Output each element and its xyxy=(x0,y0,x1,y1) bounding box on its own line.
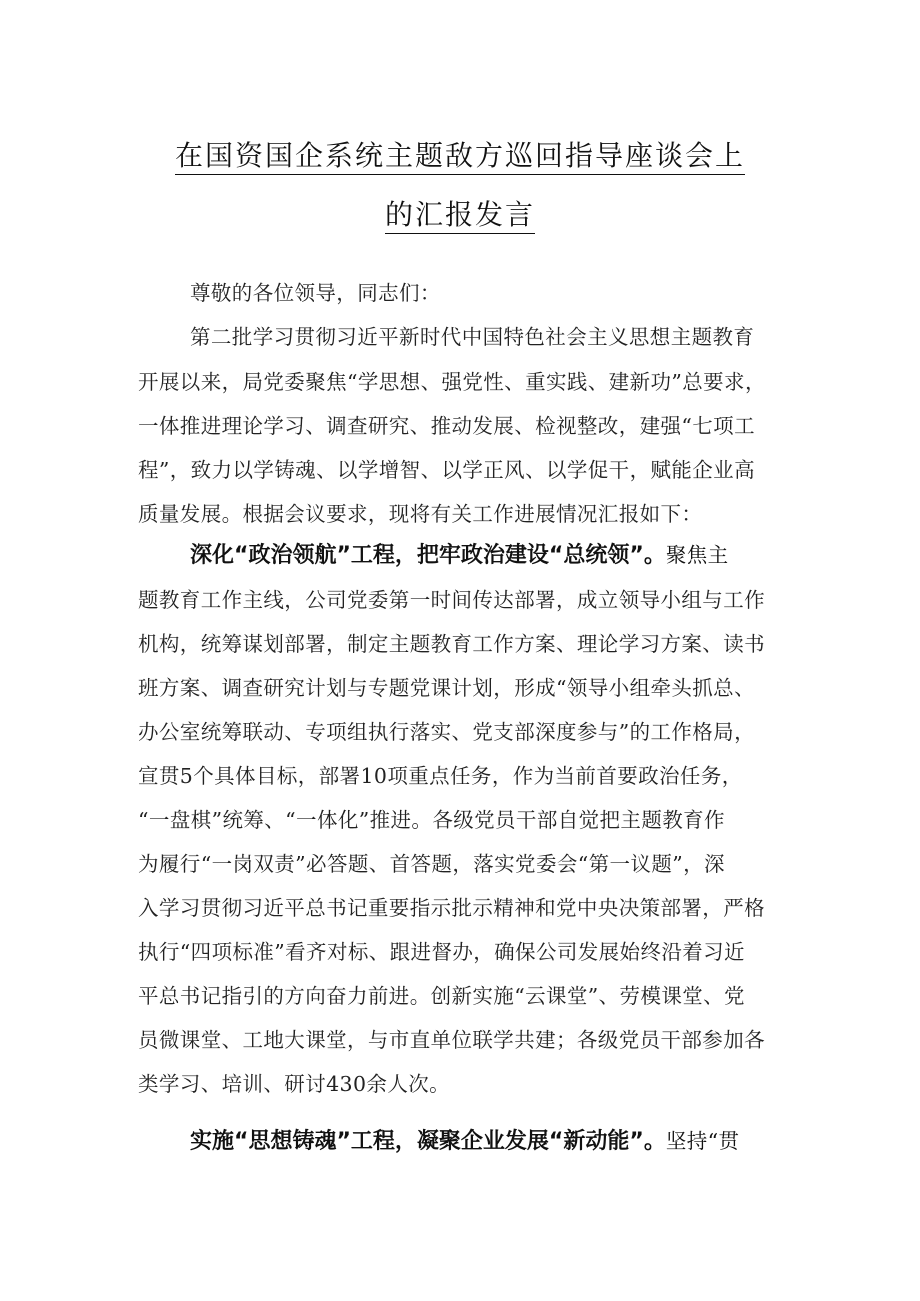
intro-line: 质量发展。根据会议要求，现将有关工作进展情况汇报如下： xyxy=(138,502,703,526)
section-1-heading-rest: 聚焦主 xyxy=(665,543,729,567)
section-1-line: 机构，统筹谋划部署，制定主题教育工作方案、理论学习方案、读书 xyxy=(138,632,765,656)
section-1-line: 为履行“一岗双责”必答题、首答题，落实党委会“第一议题”，深 xyxy=(138,852,725,876)
intro-line: 程”，致力以学铸魂、以学增智、以学正风、以学促干，赋能企业高 xyxy=(138,458,755,482)
section-1-line: 员微课堂、工地大课堂，与市直单位联学共建；各级党员干部参加各 xyxy=(138,1028,765,1052)
section-1-line: 入学习贯彻习近平总书记重要指示批示精神和党中央决策部署，严格 xyxy=(138,896,765,920)
section-1-line: 办公室统筹联动、专项组执行落实、党支部深度参与”的工作格局， xyxy=(138,720,755,744)
section-1-heading xyxy=(190,540,729,571)
document-title-line-2: 的汇报发言 xyxy=(0,193,920,233)
greeting: 尊敬的各位领导，同志们： xyxy=(190,281,441,305)
section-1-heading-title: 深化“政治领航”工程，把牢政治建设“总统领”。 xyxy=(190,543,666,568)
section-2-heading-title: 实施“思想铸魂”工程，凝聚企业发展“新动能”。 xyxy=(190,1129,666,1154)
document-title-line-1: 在国资国企系统主题敌方巡回指导座谈会上 xyxy=(0,134,920,174)
section-1-line: 平总书记指引的方向奋力前进。创新实施“云课堂”、劳模课堂、党 xyxy=(138,984,745,1008)
intro-line: 一体推进理论学习、调查研究、推动发展、检视整改，建强“七项工 xyxy=(138,414,755,438)
section-2-heading xyxy=(190,1126,739,1157)
section-2-heading-rest: 坚持“贯 xyxy=(665,1129,740,1153)
intro-line: 开展以来，局党委聚焦“学思想、强党性、重实践、建新功”总要求， xyxy=(138,370,766,394)
intro-line: 第二批学习贯彻习近平新时代中国特色社会主义思想主题教育 xyxy=(190,325,755,349)
section-1-line: 题教育工作主线，公司党委第一时间传达部署，成立领导小组与工作 xyxy=(138,588,765,612)
section-1-line: 执行“四项标准”看齐对标、跟进督办，确保公司发展始终沿着习近 xyxy=(138,940,745,964)
section-1-line: 宣贯5个具体目标，部署10项重点任务，作为当前首要政治任务， xyxy=(138,764,743,788)
section-1-line: “一盘棋”统筹、“一体化”推进。各级党员干部自觉把主题教育作 xyxy=(138,808,725,832)
section-1-line: 类学习、培训、研讨430余人次。 xyxy=(138,1072,451,1096)
section-1-line: 班方案、调查研究计划与专题党课计划，形成“领导小组牵头抓总、 xyxy=(138,676,755,700)
